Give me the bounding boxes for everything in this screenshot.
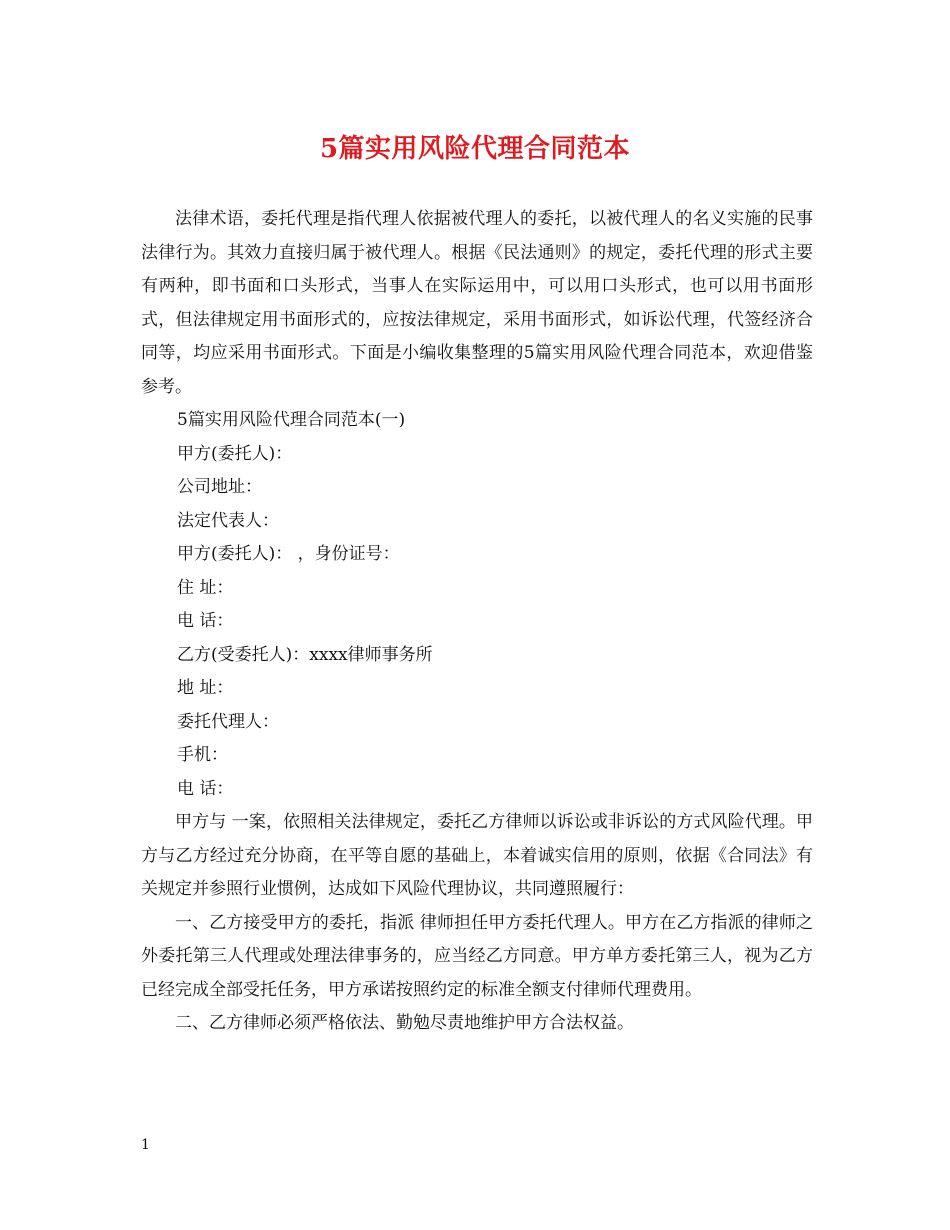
field-mobile: 手机：	[177, 745, 228, 765]
document-body	[141, 203, 813, 1041]
field-party-a-phone: 电 话：	[177, 611, 234, 631]
field-party-a-address: 住 址：	[177, 577, 234, 598]
field-legal-representative: 法定代表人：	[177, 510, 279, 531]
section-heading: 5篇实用风险代理合同范本(一)	[177, 410, 406, 430]
field-party-b-phone: 电 话：	[177, 778, 234, 799]
field-party-a-id: 甲方(委托人)： ，身份证号：	[177, 544, 400, 564]
clause-two: 二、乙方律师必须严格依法、勤勉尽责地维护甲方合法权益。	[175, 1013, 634, 1033]
intro-paragraph: 法律术语，委托代理是指代理人依据被代理人的委托，以被代理人的名义实施的民事法律行为。其效力直接归属于被代理人。根据《民法通则》的规定，委托代理的形式主要有两种，即书面和口头形式，当事人在实际运用中，可以用口头形式，也可以用书面形式，但法律规定用书面形式的，应按法律规定，采用书面形式，如诉讼代理，代签经济合同等，均应采用书面形式。下面是小编收集整理的5篇实用风险代理合同范本，欢迎借鉴参考。	[141, 209, 813, 397]
clause-one: 一、乙方接受甲方的委托，指派 律师担任甲方委托代理人。甲方在乙方指派的律师之外委托第三人代理或处理法律事务的，应当经乙方同意。甲方单方委托第三人，视为乙方已经完成全部受托任务，甲方承诺按照约定的标准全额支付律师代理费用。	[141, 912, 813, 1000]
field-party-a: 甲方(委托人)：	[177, 443, 293, 464]
field-party-b: 乙方(受委托人)：xxxx律师事务所	[177, 644, 433, 665]
page-number: 1	[141, 1137, 150, 1153]
field-agent: 委托代理人：	[177, 711, 279, 732]
field-company-address: 公司地址：	[177, 477, 262, 497]
field-party-b-address: 地 址：	[177, 678, 234, 698]
document-title: 5篇实用风险代理合同范本	[319, 134, 631, 164]
agreement-paragraph: 甲方与 一案，依照相关法律规定，委托乙方律师以诉讼或非诉讼的方式风险代理。甲方与乙方经过充分协商，在平等自愿的基础上，本着诚实信用的原则，依据《合同法》有关规定并参照行业惯例，达成如下风险代理协议，共同遵照履行：	[141, 812, 813, 899]
